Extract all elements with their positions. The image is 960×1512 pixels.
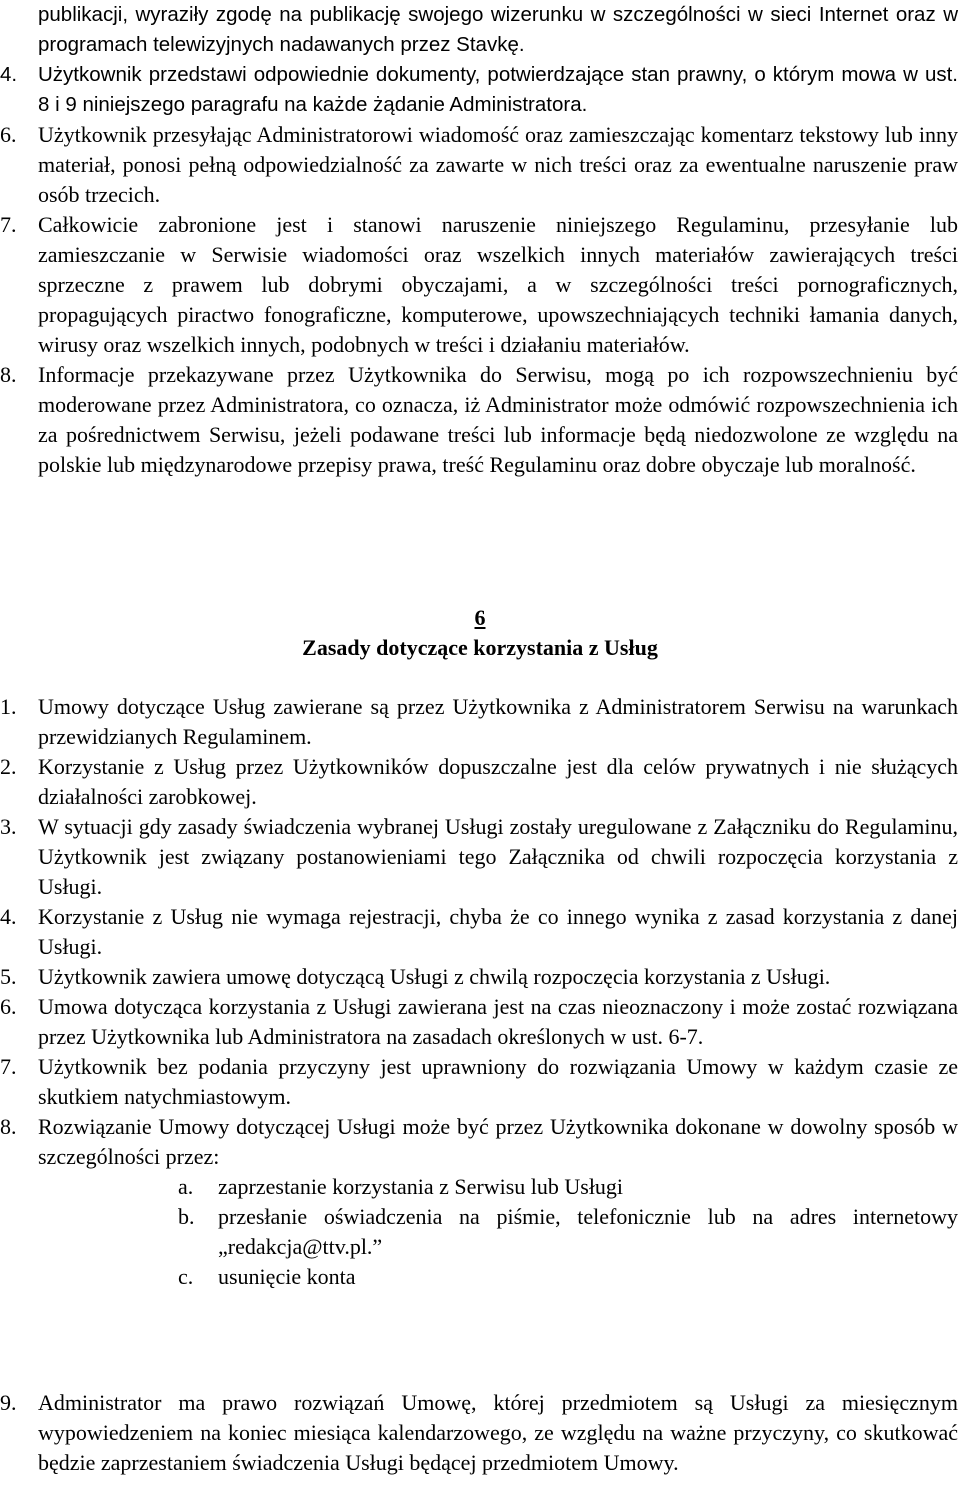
sub-list-item xyxy=(178,1262,958,1292)
sub-item-text: zaprzestanie korzystania z Serwisu lub Usługi xyxy=(218,1174,624,1199)
item-number: 3. xyxy=(0,814,17,839)
list-item xyxy=(0,1112,958,1292)
list-item xyxy=(0,962,958,992)
item-text: W sytuacji gdy zasady świadczenia wybranej Usługi zostały uregulowane z Załączniku do Regulaminu, Użytkownik jest związany postanowieniami tego Załącznika od chwili rozpoczęcia korzystania z Usługi. xyxy=(38,814,958,899)
item-text: Umowy dotyczące Usług zawierane są przez Użytkownika z Administratorem Serwisu na warunkach przewidzianych Regulaminem. xyxy=(38,694,958,749)
sub-item-letter: b. xyxy=(178,1204,195,1229)
list-item xyxy=(0,120,958,210)
section-title: Zasady dotyczące korzystania z Usług xyxy=(302,635,658,660)
top-block xyxy=(0,0,958,480)
item-text: Użytkownik przesyłając Administratorowi wiadomość oraz zamieszczając komentarz tekstowy lub inny materiał, ponosi pełną odpowiedzialność za zawarte w nich treści oraz za ewentualne naruszenie praw osób trzecich. xyxy=(38,122,958,207)
item-number: 1. xyxy=(0,694,17,719)
item-text: Korzystanie z Usług przez Użytkowników dopuszczalne jest dla celów prywatnych i nie służących działalności zarobkowej. xyxy=(38,754,958,809)
item-number: 5. xyxy=(0,964,17,989)
list-item xyxy=(0,752,958,812)
sub-item-letter: c. xyxy=(178,1264,194,1289)
item-text: Korzystanie z Usług nie wymaga rejestracji, chyba że co innego wynika z zasad korzystania z danej Usługi. xyxy=(38,904,958,959)
item-number: 8. xyxy=(0,1114,17,1139)
item-text: Administrator ma prawo rozwiązań Umowę, której przedmiotem są Usługi za miesięcznym wypowiedzeniem na koniec miesiąca kalendarzowego, ze względu na ważne przyczyny, co skutkować będzie zaprzestaniem świadczenia Usługi będącej przedmiotem Umowy. xyxy=(38,1390,958,1475)
list-item xyxy=(0,812,958,902)
item-text: Umowa dotycząca korzystania z Usługi zawierana jest na czas nieoznaczony i może zostać rozwiązana przez Użytkownika lub Administratora na zasadach określonych w ust. 6-7. xyxy=(38,994,958,1049)
list-item xyxy=(0,60,958,120)
list-item xyxy=(0,902,958,962)
list-item xyxy=(0,210,958,360)
list-item xyxy=(0,692,958,752)
section-heading xyxy=(0,603,960,663)
item-text: Informacje przekazywane przez Użytkownika do Serwisu, mogą po ich rozpowszechnieniu być moderowane przez Administratora, co oznacza, iż Administrator może odmówić rozpowszechnienia ich za pośrednictwem Serwisu, jeżeli podawane treści lub informacje będą niedozwolone ze względu na polskie lub międzynarodowe przepisy prawa, treść Regulaminu oraz dobre obyczaje lub moralność. xyxy=(38,362,958,477)
section-number: 6 xyxy=(474,605,486,630)
item-number: 4. xyxy=(0,904,17,929)
list-item xyxy=(0,1052,958,1112)
item-number: 6. xyxy=(0,994,17,1019)
sub-item-letter: a. xyxy=(178,1174,194,1199)
item-number: 4. xyxy=(0,63,18,86)
list-item xyxy=(0,992,958,1052)
sub-list-item xyxy=(178,1172,958,1202)
item-number: 7. xyxy=(0,1054,17,1079)
section-items xyxy=(0,692,958,1292)
item-number: 8. xyxy=(0,362,17,387)
sub-item-text: usunięcie konta xyxy=(218,1264,356,1289)
paragraph-continuation: publikacji, wyraziły zgodę na publikację swojego wizerunku w szczególności w sieci Internet oraz w programach telewizyjnych nadawanych przez Stavkę. xyxy=(38,3,958,56)
item-number: 6. xyxy=(0,122,17,147)
sub-list-item xyxy=(178,1202,958,1262)
item-text: Użytkownik przedstawi odpowiednie dokumenty, potwierdzające stan prawny, o którym mowa w ust. 8 i 9 niniejszego paragrafu na każde żądanie Administratora. xyxy=(38,63,958,116)
list-item xyxy=(0,360,958,480)
item-text: Użytkownik zawiera umowę dotyczącą Usługi z chwilą rozpoczęcia korzystania z Usługi. xyxy=(38,964,831,989)
item-text: Użytkownik bez podania przyczyny jest uprawniony do rozwiązania Umowy w każdym czasie ze skutkiem natychmiastowym. xyxy=(38,1054,958,1109)
item-number: 7. xyxy=(0,212,17,237)
section-item-9 xyxy=(0,1388,958,1478)
item-text: Całkowicie zabronione jest i stanowi naruszenie niniejszego Regulaminu, przesyłanie lub zamieszczanie w Serwisie wiadomości oraz wszelkich innych materiałów zawierających treści sprzeczne z prawem lub dobrymi obyczajami, a w szczególności treści pornograficznych, propagujących piractwo fonograficzne, komputerowe, upowszechniających techniki łamania danych, wirusy oraz wszelkich innych, podobnych w treści i działaniu materiałów. xyxy=(38,212,958,357)
list-item xyxy=(0,1388,958,1478)
sub-item-text: przesłanie oświadczenia na piśmie, telefonicznie lub na adres internetowy „redakcja@ttv.pl.” xyxy=(218,1204,958,1259)
item-body xyxy=(38,1112,958,1292)
sub-list xyxy=(38,1172,958,1292)
item-text: Rozwiązanie Umowy dotyczącej Usługi może być przez Użytkownika dokonane w dowolny sposób w szczególności przez: xyxy=(38,1114,958,1169)
item-number: 2. xyxy=(0,754,17,779)
item-number: 9. xyxy=(0,1390,17,1415)
